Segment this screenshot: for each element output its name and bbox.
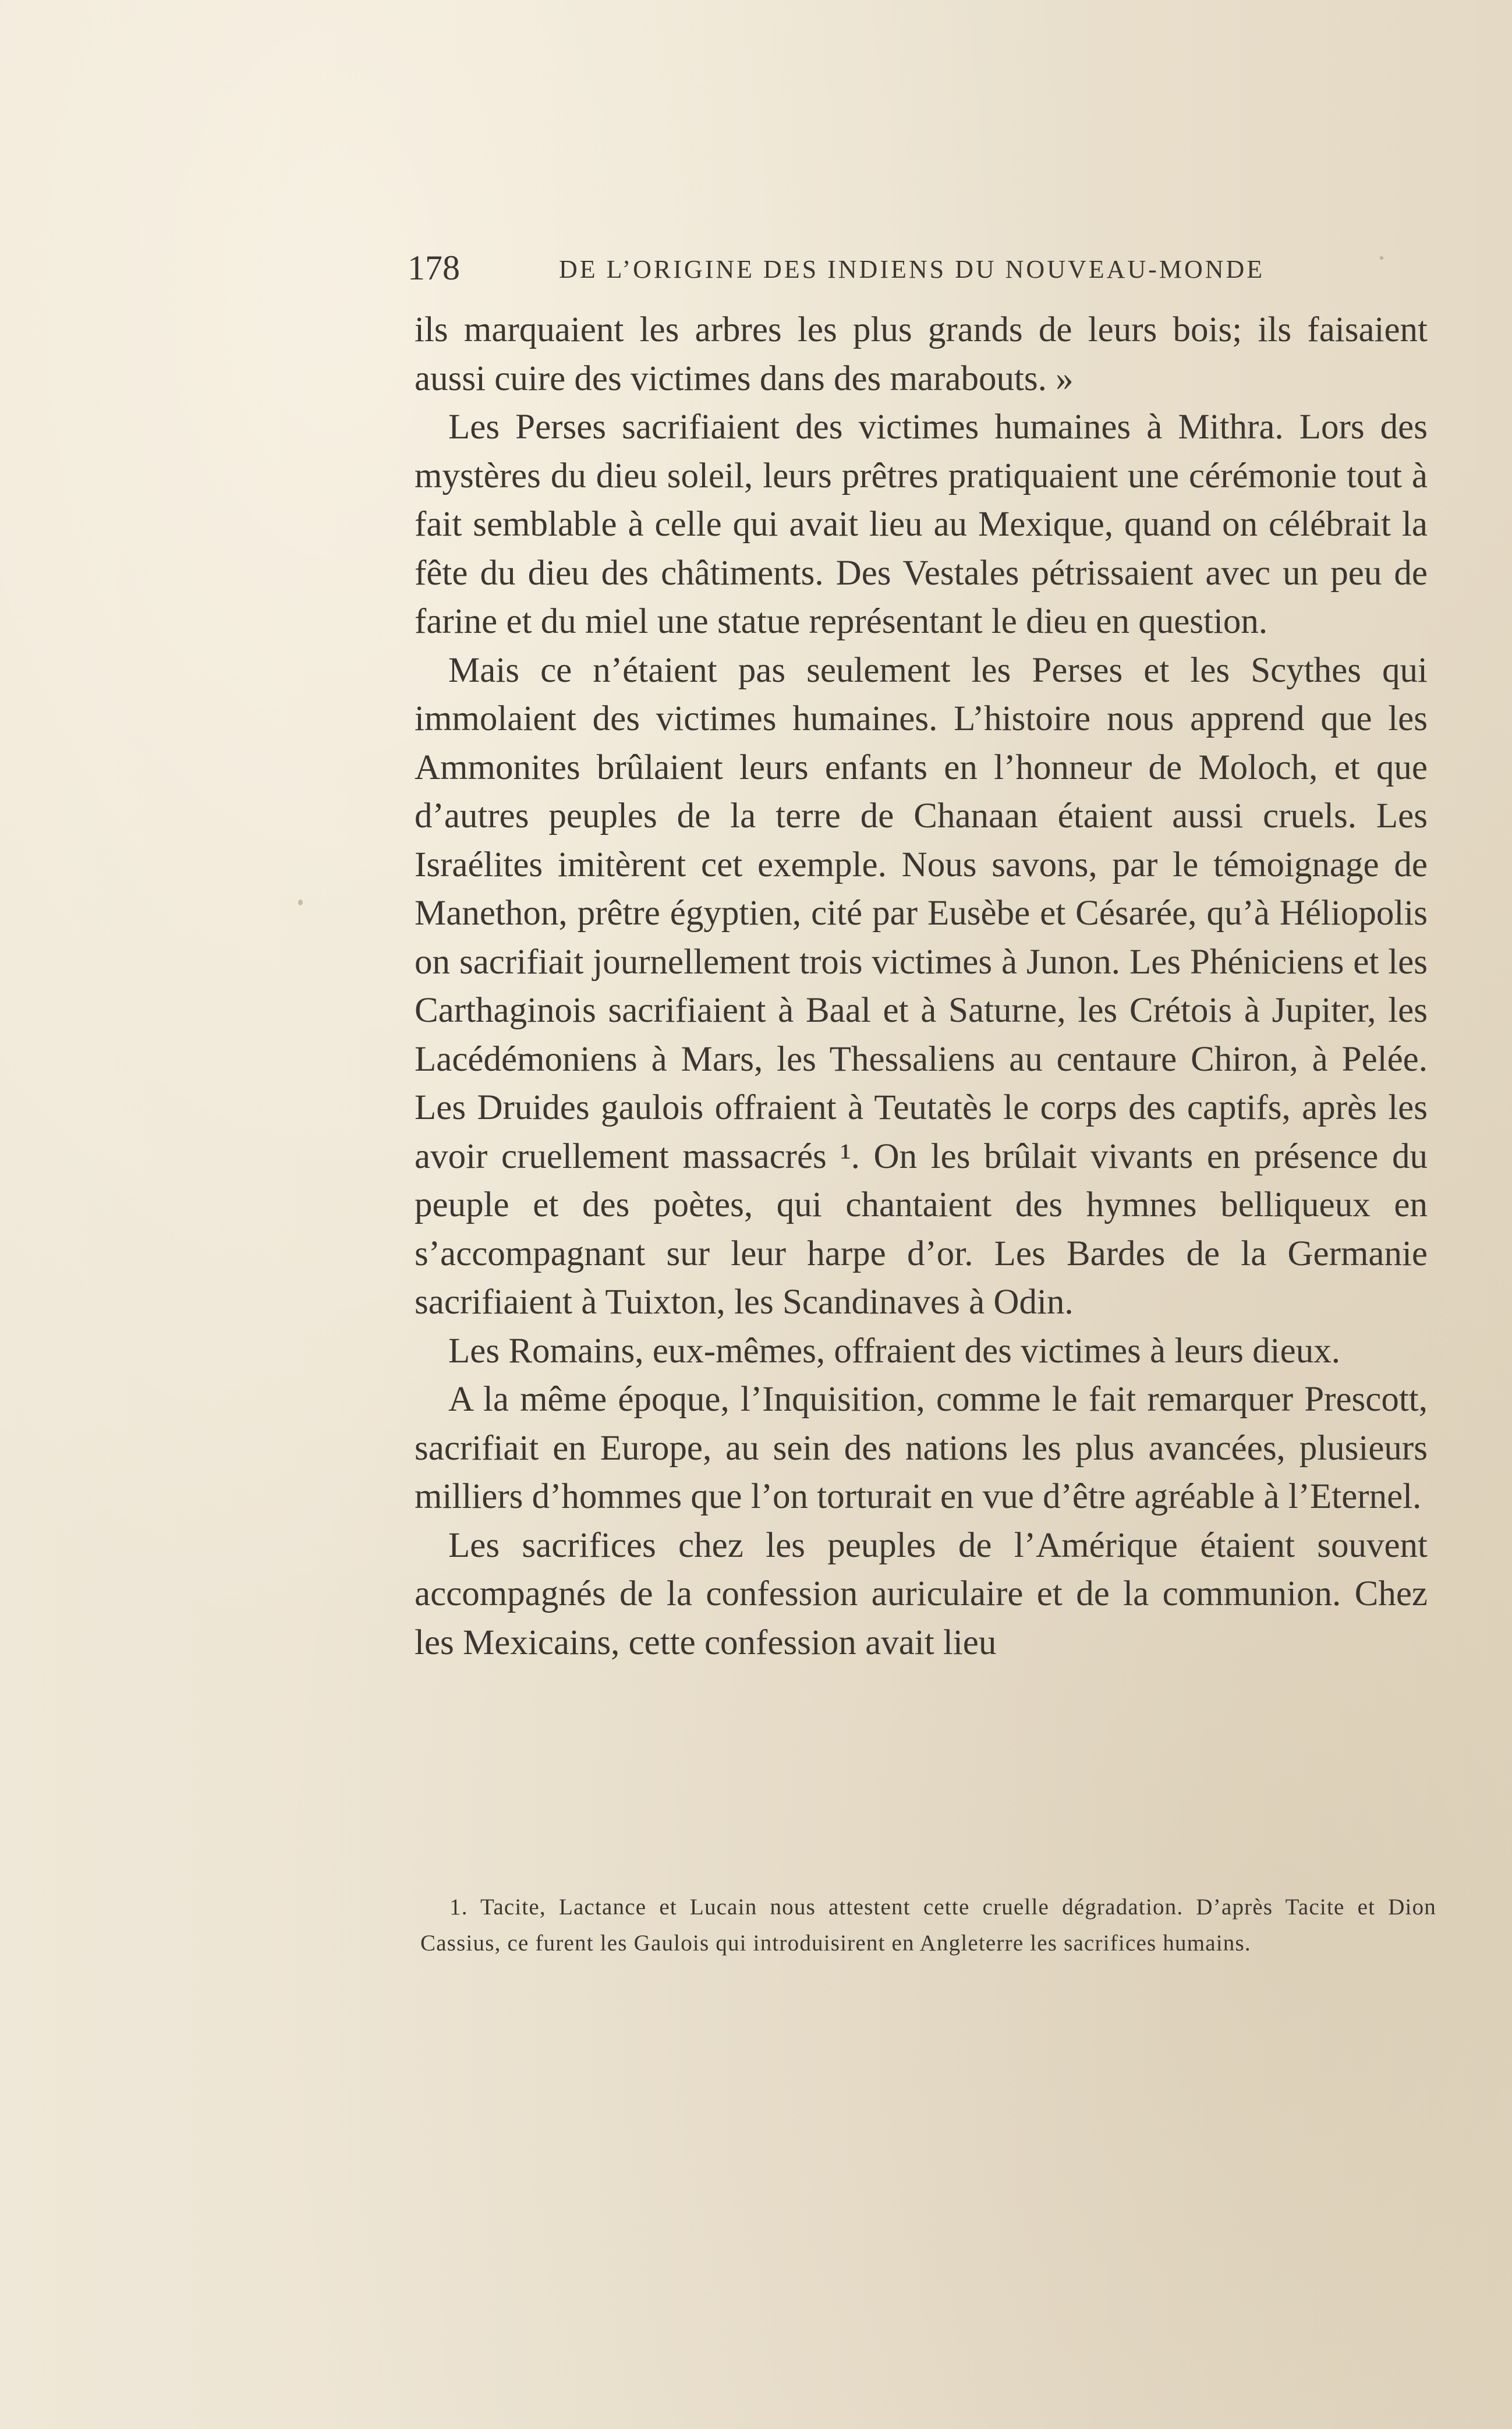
paragraph: A la même époque, l’Inquisition, comme le fait remarquer Prescott, sacrifiait en Europe, au sein des nations les plus avancées, plusieurs milliers d’hommes que l’on torturait en vue d’être agréable à l’Eternel.	[415, 1380, 1428, 1516]
body-text	[415, 306, 1428, 1667]
page-header	[408, 245, 1432, 291]
page-number: 178	[408, 249, 460, 287]
paragraph: Les Perses sacrifiaient des victimes humaines à Mithra. Lors des mystères du dieu soleil, leurs prêtres pratiquaient une cérémonie tout à fait semblable à celle qui avait lieu au Mexique, quand on célébrait la fête du dieu des châtiments. Des Vestales pétrissaient avec un peu de farine et du miel une statue représentant le dieu en question.	[415, 408, 1428, 641]
running-title: DE L’ORIGINE DES INDIENS DU NOUVEAU-MONDE	[559, 255, 1265, 284]
paragraph: Les Romains, eux-mêmes, offraient des victimes à leurs dieux.	[448, 1331, 1340, 1371]
footnote: 1. Tacite, Lactance et Lucain nous attestent cette cruelle dégradation. D’après Tacite et Dion Cassius, ce furent les Gaulois qui introduisirent en Angleterre les sacrifices humains.	[420, 1895, 1436, 1956]
paragraph: Les sacrifices chez les peuples de l’Amérique étaient souvent accompagnés de la confession auriculaire et de la communion. Chez les Mexicains, cette confession avait lieu	[415, 1525, 1428, 1662]
paragraph: Mais ce n’étaient pas seulement les Perses et les Scythes qui immolaient des victimes humaines. L’histoire nous apprend que les Ammonites brûlaient leurs enfants en l’honneur de Moloch, et que d’autres peuples de la terre de Chanaan étaient aussi cruels. Les Israélites imitèrent cet exemple. Nous savons, par le témoignage de Manethon, prêtre égyptien, cité par Eusèbe et Césarée, qu’à Héliopolis on sacrifiait journellement trois victimes à Junon. Les Phéniciens et les Carthaginois sacrifiaient à Baal et à Saturne, les Crétois à Jupiter, les Lacédémoniens à Mars, les Thessaliens au centaure Chiron, à Pelée. Les Druides gaulois offraient à Teutatès le corps des captifs, après les avoir cruellement massacrés ¹. On les brûlait vivants en présence du peuple et des poètes, qui chantaient des hymnes belliqueux en s’accompagnant sur leur harpe d’or. Les Bardes de la Germanie sacrifiaient à Tuixton, les Scandinaves à Odin.	[415, 650, 1428, 1322]
paper-spot	[298, 900, 303, 905]
paper-spot	[1380, 256, 1383, 260]
footnotes	[420, 1889, 1436, 1961]
paragraph: ils marquaient les arbres les plus grands de leurs bois; ils faisaient aussi cuire des victimes dans des marabouts. »	[415, 310, 1428, 398]
